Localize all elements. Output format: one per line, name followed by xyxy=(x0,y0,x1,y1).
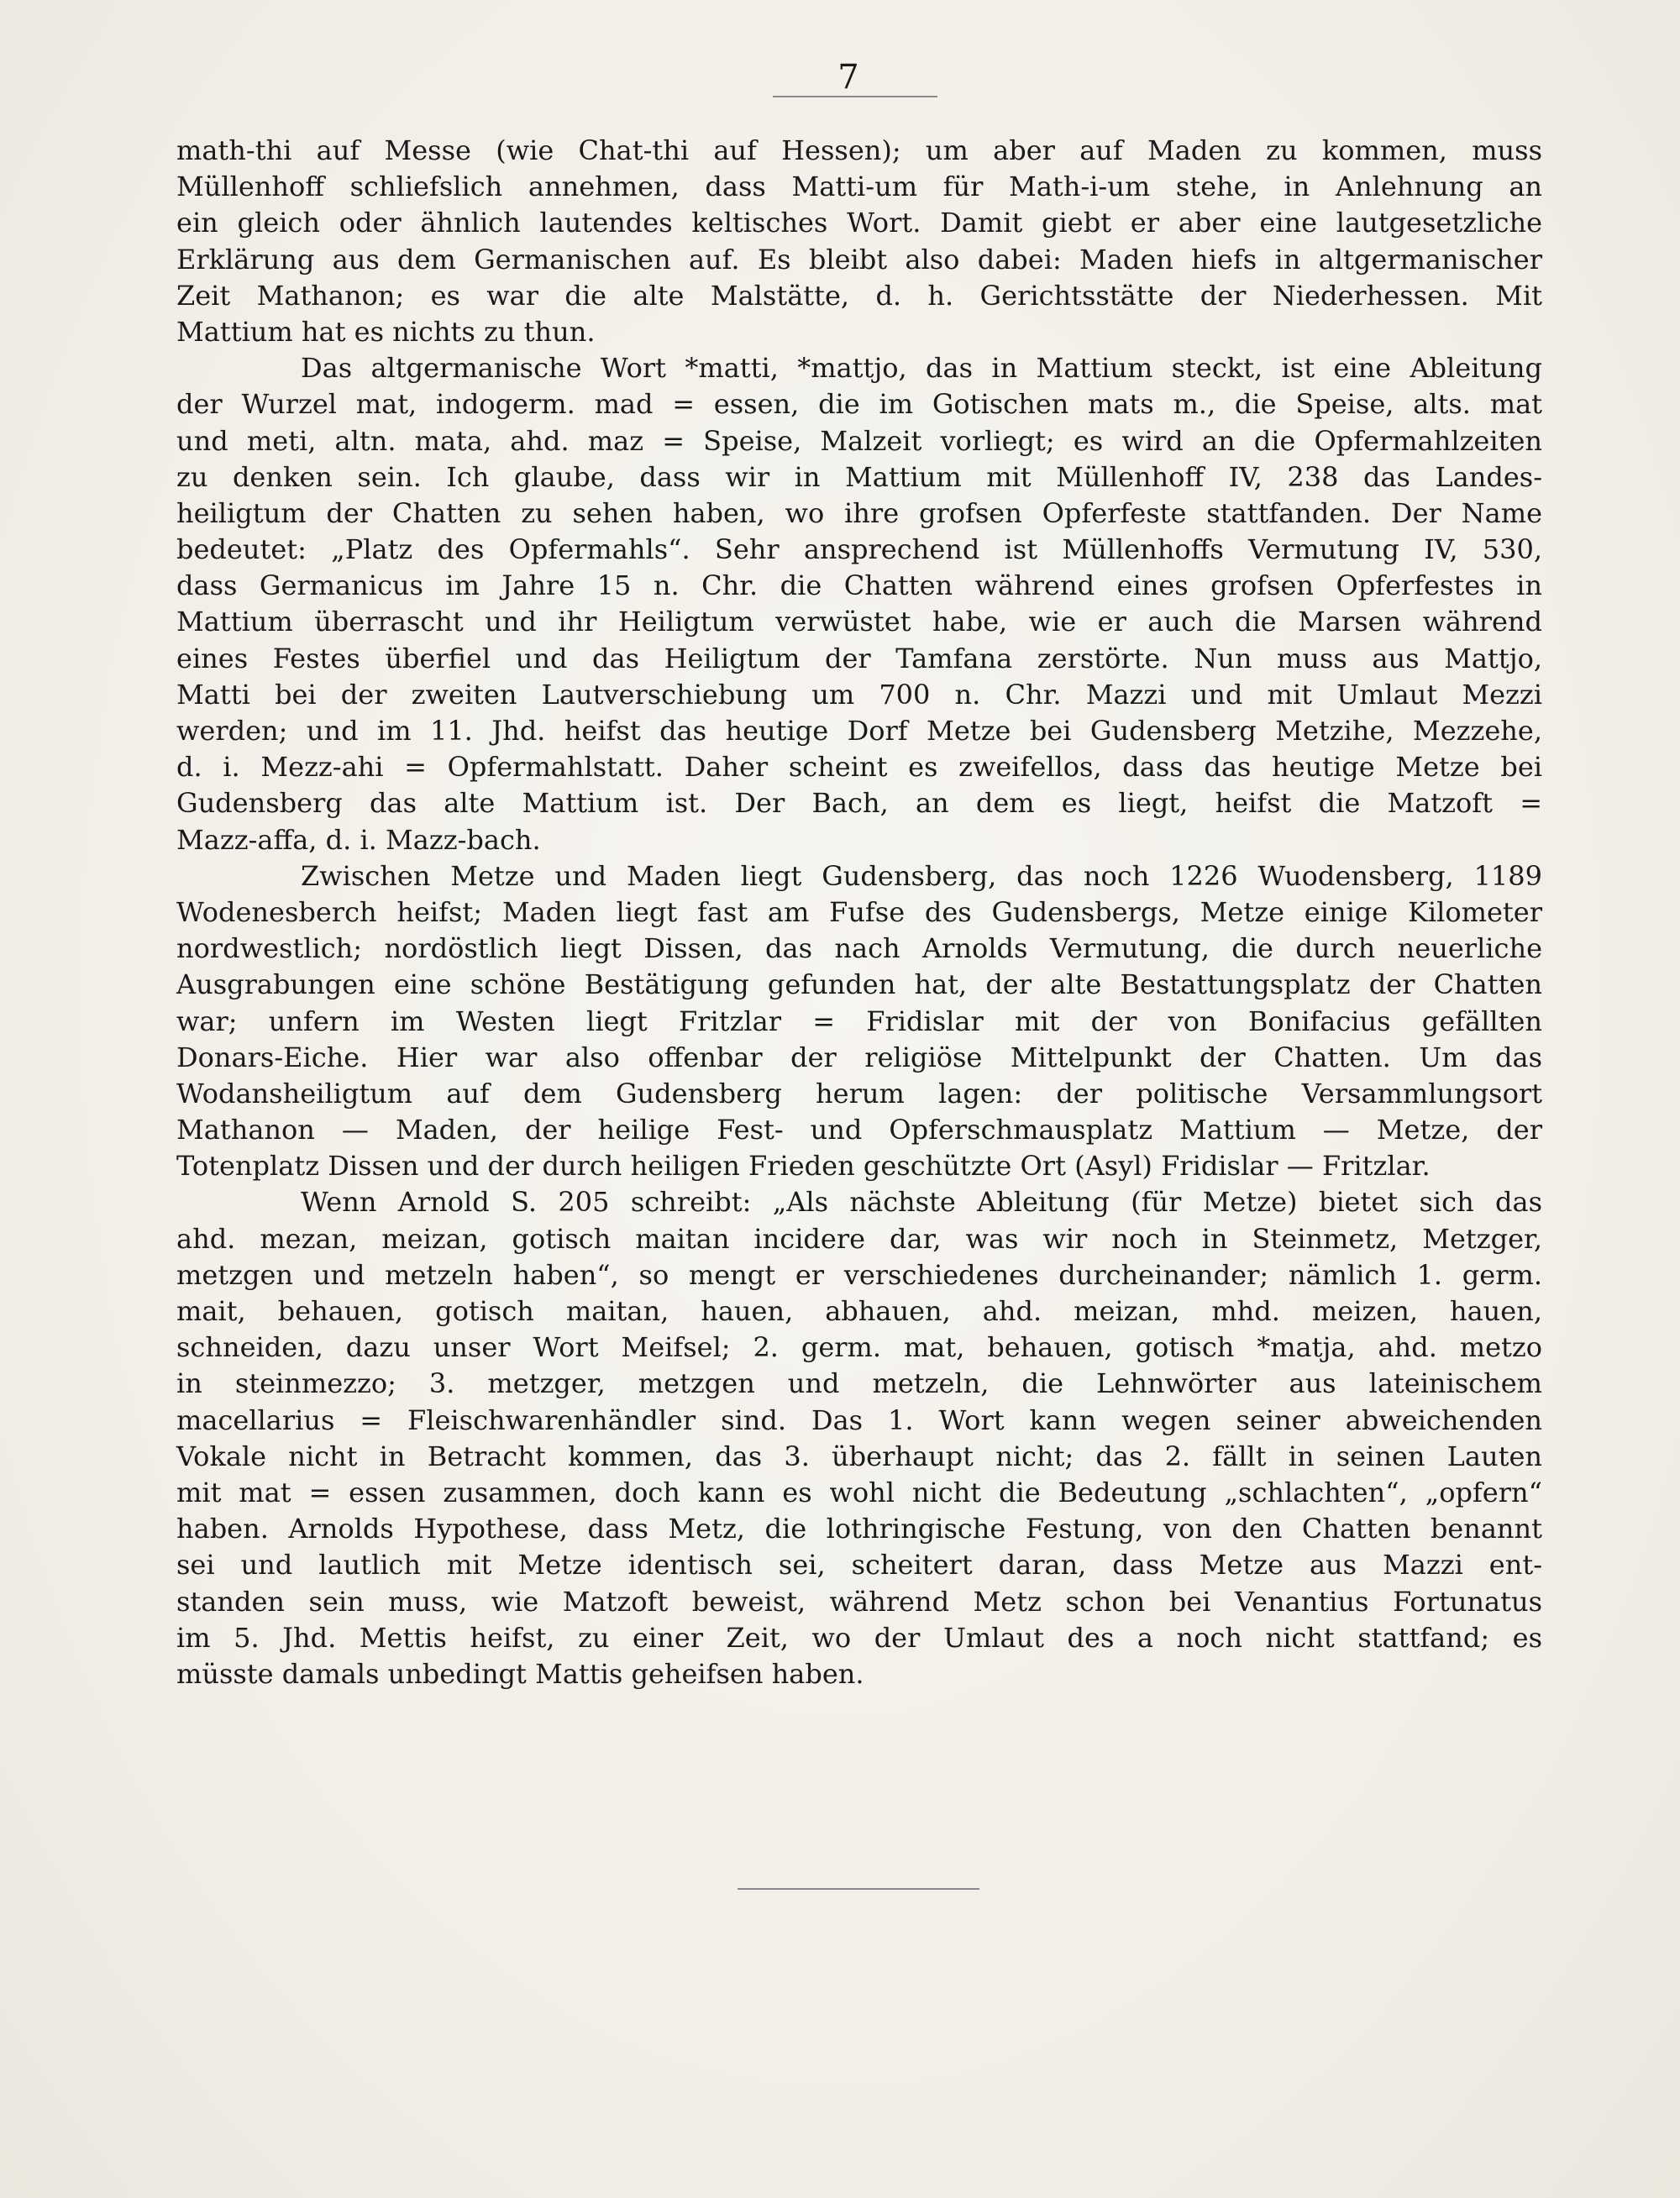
text-line: müsste damals unbedingt Mattis geheifsen haben. xyxy=(176,1657,864,1690)
text-line: eines Festes überfiel und das Heiligtum der Tamfana zerstörte. Nun muss aus Mattjo, xyxy=(176,642,1542,674)
text-line: Totenplatz Dissen und der durch heiligen Frieden geschützte Ort (Asyl) Fridislar — Fritzlar. xyxy=(176,1150,1431,1183)
text-line: und meti, altn. mata, ahd. maz = Speise, Malzeit vorliegt; es wird an die Opfermahlzeiten xyxy=(176,424,1542,457)
text-line: werden; und im 11. Jhd. heifst das heutige Dorf Metze bei Gudensberg Metzihe, Mezzehe, xyxy=(176,715,1542,747)
text-line: Wodansheiligtum auf dem Gudensberg herum lagen: der politische Versammlungsort xyxy=(176,1077,1542,1109)
text-line: math-thi auf Messe (wie Chat-thi auf Hessen); um aber auf Maden zu kommen, muss xyxy=(176,134,1542,166)
paragraph xyxy=(176,350,1542,858)
text-line: Wenn Arnold S. 205 schreibt: „Als nächste Ableitung (für Metze) bietet sich das xyxy=(301,1186,1542,1219)
header-rule xyxy=(773,96,937,97)
page-number: 7 xyxy=(837,58,859,97)
text-line: haben. Arnolds Hypothese, dass Metz, die lothringische Festung, von den Chatten benannt xyxy=(176,1513,1542,1545)
footer-rule xyxy=(738,1888,979,1890)
text-line: Mattium hat es nichts zu thun. xyxy=(176,315,596,348)
text-line: Erklärung aus dem Germanischen auf. Es bleibt also dabei: Maden hiefs in altgermanischer xyxy=(176,243,1542,275)
text-line: standen sein muss, wie Matzoft beweist, während Metz schon bei Venantius Fortunatus xyxy=(176,1585,1542,1618)
text-line: Wodenesberch heifst; Maden liegt fast am Fufse des Gudensbergs, Metze einige Kilometer xyxy=(176,895,1542,928)
text-line: d. i. Mezz-ahi = Opfermahlstatt. Daher scheint es zweifellos, dass das heutige Metze bei xyxy=(176,751,1542,784)
text-line: dass Germanicus im Jahre 15 n. Chr. die Chatten während eines grofsen Opferfestes in xyxy=(176,569,1542,602)
text-line: ein gleich oder ähnlich lautendes keltisches Wort. Damit giebt er aber eine lautgesetzliche xyxy=(176,207,1542,239)
text-line: mit mat = essen zusammen, doch kann es wohl nicht die Bedeutung „schlachten“, „opfern“ xyxy=(176,1476,1542,1508)
text-line: Gudensberg das alte Mattium ist. Der Bach, an dem es liegt, heifst die Matzoft = xyxy=(176,787,1542,820)
paragraph xyxy=(176,133,1542,350)
text-line: zu denken sein. Ich glaube, dass wir in Mattium mit Müllenhoff IV, 238 das Landes- xyxy=(176,460,1542,493)
text-line: Müllenhoff schliefslich annehmen, dass Matti-um für Math-i-um stehe, in Anlehnung an xyxy=(176,170,1542,203)
paragraph xyxy=(176,1184,1542,1692)
text-line: macellarius = Fleischwarenhändler sind. Das 1. Wort kann wegen seiner abweichenden xyxy=(176,1403,1542,1436)
text-line: Matti bei der zweiten Lautverschiebung um 700 n. Chr. Mazzi und mit Umlaut Mezzi xyxy=(176,678,1542,711)
text-line: Vokale nicht in Betracht kommen, das 3. überhaupt nicht; das 2. fällt in seinen Lauten xyxy=(176,1440,1542,1472)
text-line: im 5. Jhd. Mettis heifst, zu einer Zeit, wo der Umlaut des a noch nicht stattfand; es xyxy=(176,1621,1542,1654)
text-line: Mazz-affa, d. i. Mazz-bach. xyxy=(176,823,541,856)
paragraph xyxy=(176,858,1542,1185)
text-line: Mathanon — Maden, der heilige Fest- und Opferschmausplatz Mattium — Metze, der xyxy=(176,1114,1542,1146)
text-line: ahd. mezan, meizan, gotisch maitan incidere dar, was wir noch in Steinmetz, Metzger, xyxy=(176,1222,1542,1255)
text-line: schneiden, dazu unser Wort Meifsel; 2. germ. mat, behauen, gotisch *matja, ahd. metzo xyxy=(176,1331,1542,1364)
text-line: Donars-Eiche. Hier war also offenbar der religiöse Mittelpunkt der Chatten. Um das xyxy=(176,1041,1542,1073)
text-line: der Wurzel mat, indogerm. mad = essen, die im Gotischen mats m., die Speise, alts. mat xyxy=(176,388,1542,421)
text-line: in steinmezzo; 3. metzger, metzgen und metzeln, die Lehnwörter aus lateinischem xyxy=(176,1367,1542,1400)
text-line: Zeit Mathanon; es war die alte Malstätte, d. h. Gerichtsstätte der Niederhessen. Mit xyxy=(176,279,1542,312)
text-line: Ausgrabungen eine schöne Bestätigung gefunden hat, der alte Bestattungsplatz der Chatten xyxy=(176,968,1542,1001)
text-line: Mattium überrascht und ihr Heiligtum verwüstet habe, wie er auch die Marsen während xyxy=(176,606,1542,638)
text-line: sei und lautlich mit Metze identisch sei, scheitert daran, dass Metze aus Mazzi ent- xyxy=(176,1549,1542,1582)
text-line: war; unfern im Westen liegt Fritzlar = Fridislar mit der von Bonifacius gefällten xyxy=(176,1005,1542,1037)
text-line: Das altgermanische Wort *matti, *mattjo, das in Mattium steckt, ist eine Ableitung xyxy=(301,352,1542,385)
text-line: heiligtum der Chatten zu sehen haben, wo ihre grofsen Opferfeste stattfanden. Der Name xyxy=(176,496,1542,529)
text-line: mait, behauen, gotisch maitan, hauen, abhauen, ahd. meizan, mhd. meizen, hauen, xyxy=(176,1295,1542,1327)
body-text xyxy=(176,133,1542,1692)
text-line: metzgen und metzeln haben“, so mengt er verschiedenes durcheinander; nämlich 1. germ. xyxy=(176,1258,1542,1291)
text-line: nordwestlich; nordöstlich liegt Dissen, das nach Arnolds Vermutung, die durch neuerliche xyxy=(176,932,1542,965)
text-line: bedeutet: „Platz des Opfermahls“. Sehr ansprechend ist Müllenhoffs Vermutung IV, 530, xyxy=(176,533,1542,566)
text-line: Zwischen Metze und Maden liegt Gudensberg, das noch 1226 Wuodensberg, 1189 xyxy=(301,859,1542,892)
